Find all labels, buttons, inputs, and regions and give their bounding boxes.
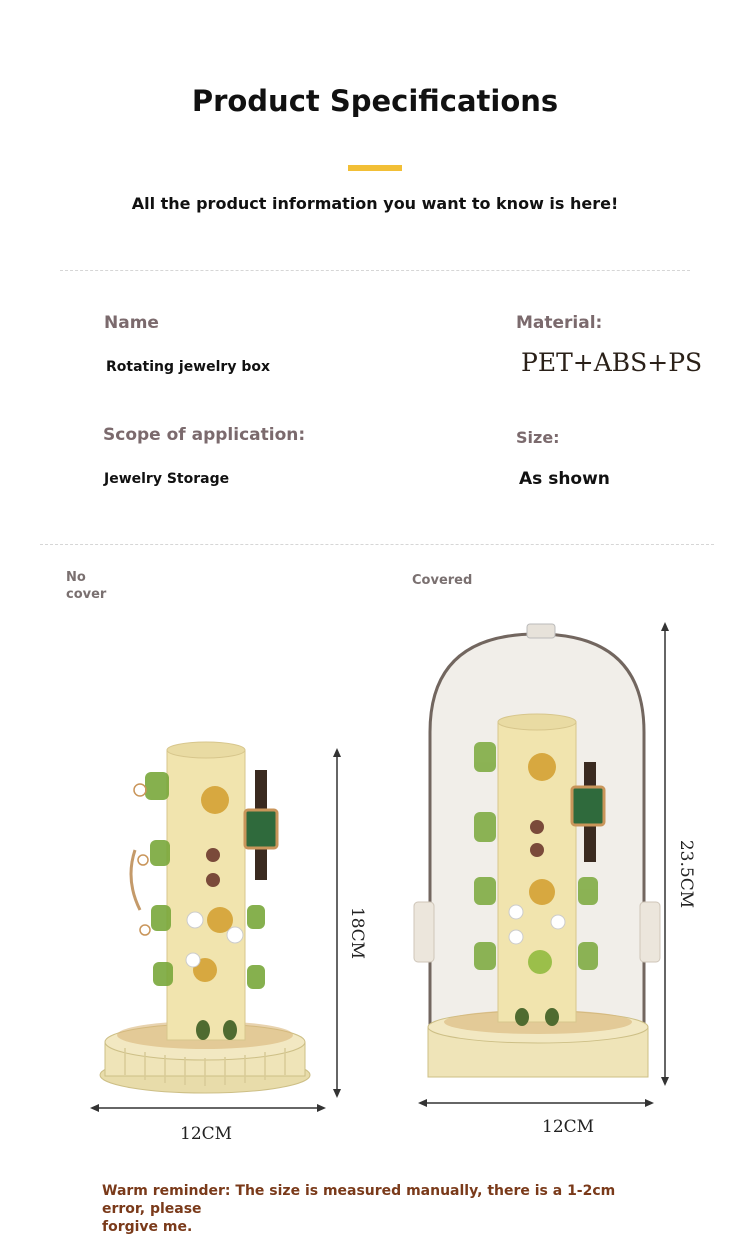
material-label: Material:: [516, 313, 603, 333]
no-cover-caption-line1: No: [66, 570, 86, 585]
covered-height-arrow: [656, 622, 674, 1086]
covered-caption: Covered: [412, 573, 473, 588]
middle-divider: [40, 544, 714, 545]
size-label: Size:: [516, 428, 560, 447]
name-value: Rotating jewelry box: [106, 359, 270, 375]
no-cover-height-label: 18CM: [347, 906, 367, 960]
no-cover-width-label: 12CM: [180, 1124, 233, 1144]
covered-width-label: 12CM: [542, 1117, 595, 1137]
scope-label: Scope of application:: [103, 425, 306, 445]
title-accent-bar: [348, 165, 402, 171]
page-subtitle: All the product information you want to know is here!: [131, 194, 619, 213]
no-cover-caption: [66, 569, 106, 603]
no-cover-product-image: [95, 730, 335, 1100]
no-cover-width-arrow: [90, 1100, 326, 1116]
top-divider: [60, 270, 690, 271]
no-cover-caption-line2: cover: [66, 587, 107, 602]
page-title: Product Specifications: [191, 84, 559, 118]
no-cover-height-arrow: [328, 748, 346, 1098]
warm-reminder: [102, 1182, 662, 1236]
material-value: PET+ABS+PS: [521, 348, 703, 377]
name-label: Name: [104, 313, 159, 333]
scope-value: Jewelry Storage: [104, 471, 230, 487]
covered-product-image: [412, 622, 662, 1092]
warm-reminder-line1: Warm reminder: The size is measured manually, there is a 1-2cm error, please: [102, 1183, 616, 1217]
covered-height-label: 23.5CM: [676, 839, 696, 909]
warm-reminder-line2: forgive me.: [102, 1219, 193, 1235]
size-value: As shown: [519, 469, 610, 489]
covered-width-arrow: [418, 1095, 654, 1111]
